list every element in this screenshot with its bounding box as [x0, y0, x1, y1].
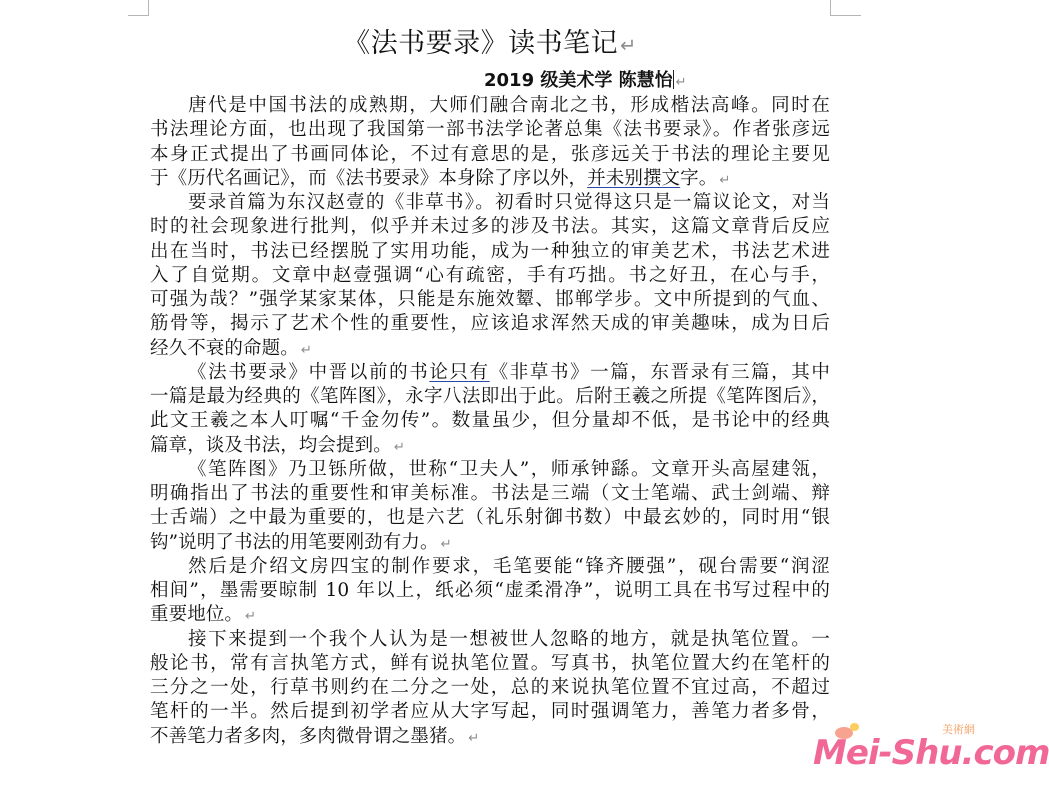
paragraph-mark-icon: ↵: [393, 439, 406, 455]
body-line[interactable]: 相间”，墨需要晾制 10 年以上，纸必须“虚柔滑净”，说明工具在书写过程中的: [150, 580, 830, 601]
paragraph-mark-icon: ↵: [719, 172, 731, 188]
body-line[interactable]: 本身正式提出了书画同体论，不过有意思的是，张彦远关于书法的理论主要见: [150, 143, 830, 165]
body-line[interactable]: 然后是介绍文房四宝的制作要求，毛笔要能“锋齐腰强”，砚台需要“润涩: [188, 555, 830, 577]
top-left-margin-marker: [128, 0, 149, 16]
body-line[interactable]: 士舌端）之中最为重要的，也是六艺（礼乐射御书数）中最玄妙的，同时用“银: [150, 507, 830, 529]
body-line[interactable]: 接下来提到一个我个人认为是一想被世人忽略的地方，就是执笔位置。一: [188, 628, 830, 650]
body-line[interactable]: 唐代是中国书法的成熟期，大师们融合南北之书，形成楷法高峰。同时在: [188, 95, 830, 116]
paragraph-mark-icon: ↵: [245, 609, 257, 625]
body-line[interactable]: 一篇是最为经典的《笔阵图》，永字八法即出于此。后附王羲之所提《笔阵图后》，: [150, 386, 830, 407]
body-line[interactable]: 三分之一处，行草书则约在二分之一处，总的来说执笔位置不宜过高，不超过: [150, 677, 830, 698]
body-line[interactable]: 于《历代名画记》，而《法书要录》本身除了序以外，并未别撰文字。 ↵: [150, 167, 731, 189]
top-right-margin-marker: [830, 0, 861, 16]
watermark-logo: [800, 720, 1049, 792]
body-line[interactable]: 不善笔力者多肉，多肉微骨谓之墨猪。 ↵: [150, 725, 480, 747]
body-line[interactable]: 此文王羲之本人叮嘱“千金勿传”。数量虽少，但分量却不低，是书论中的经典: [150, 410, 830, 432]
underlined-text[interactable]: 并未别撰文: [587, 167, 681, 189]
body-line[interactable]: 《法书要录》中晋以前的书论只有《非草书》一篇，东晋录有三篇，其中: [188, 361, 830, 383]
body-line[interactable]: 笔杆的一半。然后提到初学者应从大字写起，同时强调笔力，善笔力者多骨，: [150, 701, 830, 723]
body-line[interactable]: 可强为哉？”强学某家某体，只能是东施效颦、邯郸学步。文中所提到的气血、: [150, 289, 830, 310]
body-line[interactable]: 般论书，常有言执笔方式，鲜有说执笔位置。写真书，执笔位置大约在笔杆的: [150, 652, 830, 674]
document-title-text[interactable]: 《法书要录》读书笔记: [343, 28, 619, 59]
body-line[interactable]: 书法理论方面，也出现了我国第一部书法学论著总集《法书要录》。作者张彦远: [150, 119, 830, 141]
body-line[interactable]: 入了自觉期。文章中赵壹强调“心有疏密，手有巧拙。书之好丑，在心与手，: [150, 264, 830, 286]
watermark-chinese-name: 美術網: [942, 723, 975, 736]
paragraph-mark-icon: ↵: [620, 34, 637, 57]
paragraph-mark-icon: ↵: [468, 730, 480, 746]
body-line[interactable]: 经久不衰的命题。 ↵: [150, 337, 313, 359]
body-line[interactable]: 出在当时，书法已经摆脱了实用功能，成为一种独立的审美艺术，书法艺术进: [150, 240, 830, 262]
body-line[interactable]: 篇章，谈及书法，均会提到。 ↵: [150, 434, 406, 456]
watermark-english-name: Mei-Shu.com: [813, 733, 1049, 773]
logo-dot-icon: [850, 723, 859, 731]
body-line[interactable]: 筋骨等，揭示了艺术个性的重要性，应该追求浑然天成的审美趣味，成为日后: [150, 313, 830, 335]
document-title[interactable]: [150, 27, 830, 63]
paragraph-mark-icon: ↵: [675, 75, 687, 90]
body-line[interactable]: 《笔阵图》乃卫铄所做，世称“卫夫人”，师承钟繇。文章开头高屋建瓴，: [188, 458, 830, 480]
document-body[interactable]: [150, 94, 830, 792]
body-line[interactable]: 要录首篇为东汉赵壹的《非草书》。初看时只觉得这只是一篇议论文，对当: [188, 192, 830, 213]
body-line[interactable]: 重要地位。 ↵: [150, 604, 257, 626]
author-line[interactable]: [484, 69, 784, 95]
text-cursor-icon: [673, 70, 674, 89]
author-text[interactable]: 2019 级美术学 陈慧怡: [484, 70, 673, 91]
paragraph-mark-icon: ↵: [440, 536, 452, 552]
body-line[interactable]: 时的社会现象进行批判，似乎并未过多的涉及书法。其实，这篇文章背后反应: [150, 216, 830, 238]
paragraph-mark-icon: ↵: [300, 342, 313, 358]
underlined-text[interactable]: 论只有: [429, 361, 490, 383]
body-line[interactable]: 明确指出了书法的重要性和审美标准。书法是三端（文士笔端、武士剑端、辩: [150, 483, 830, 504]
body-line[interactable]: 钩”说明了书法的用笔要刚劲有力。 ↵: [150, 531, 452, 553]
